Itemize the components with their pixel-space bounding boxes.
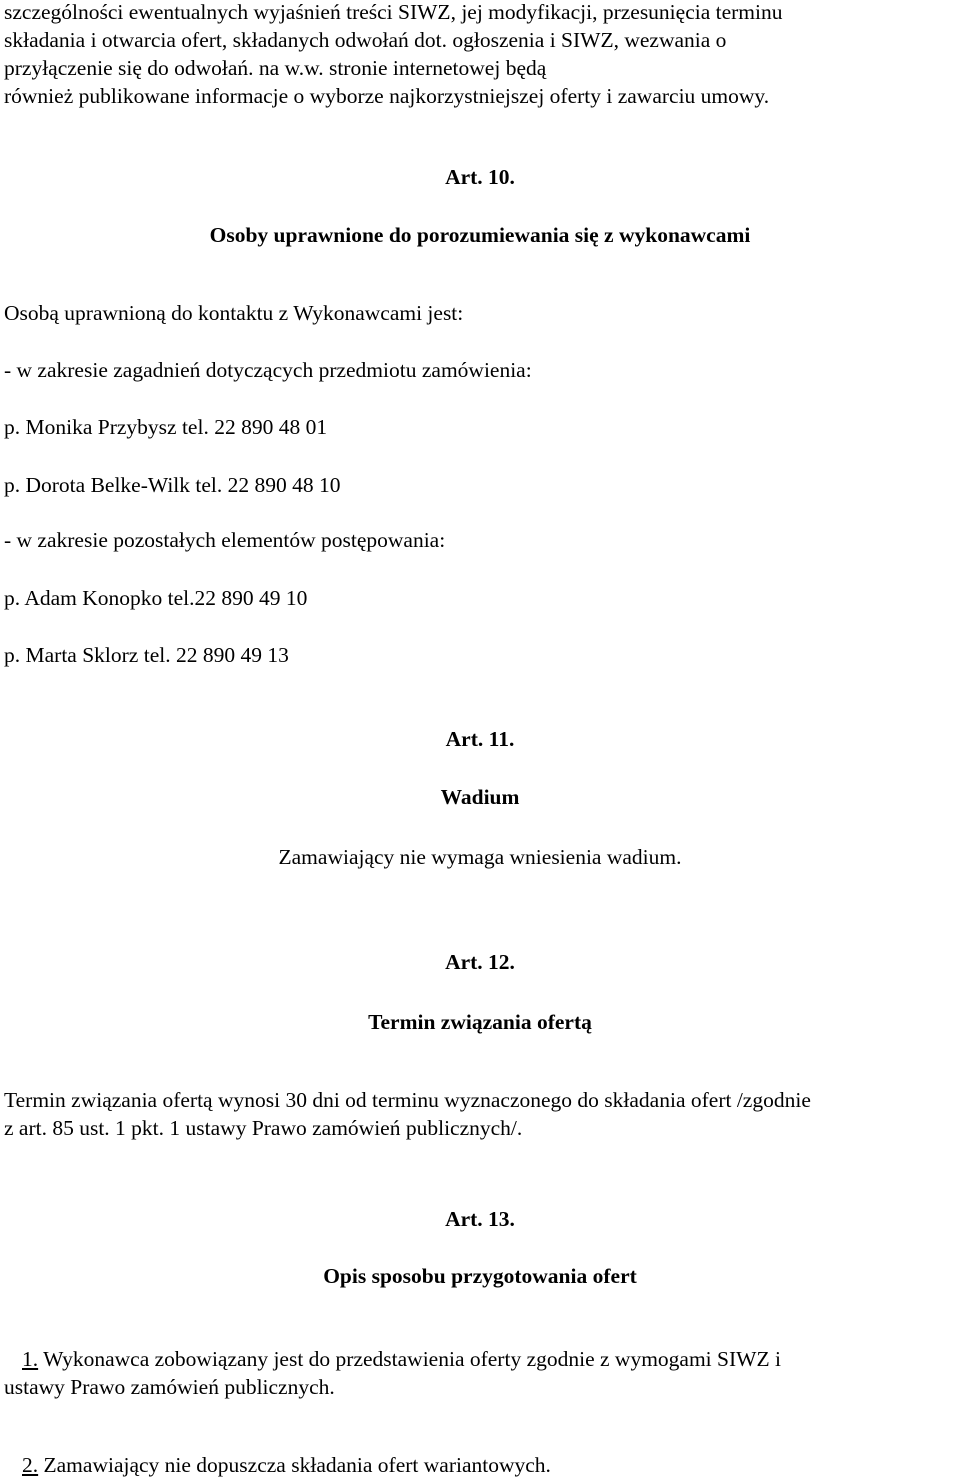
art11-title: Wadium [440, 785, 520, 809]
art12-text-line-1: Termin związania ofertą wynosi 30 dni od terminu wyznaczonego do składania ofert /zgodnie [4, 1088, 811, 1112]
intro-line-2: składania i otwarcia ofert, składanych odwołań dot. ogłoszenia i SIWZ, wezwania o [4, 28, 727, 52]
art13-item-2 [4, 1451, 551, 1479]
art13-item-1-text: Wykonawca zobowiązany jest do przedstawienia oferty zgodnie z wymogami SIWZ i [38, 1347, 781, 1371]
art11-number: Art. 11. [445, 727, 515, 751]
intro-line-1: szczególności ewentualnych wyjaśnień treści SIWZ, jej modyfikacji, przesunięcia terminu [4, 0, 783, 24]
art10-contact-konopko: p. Adam Konopko tel.22 890 49 10 [4, 586, 308, 610]
art13-item-2-text: Zamawiający nie dopuszcza składania ofert wariantowych. [38, 1453, 551, 1477]
art13-number: Art. 13. [445, 1207, 515, 1231]
art10-section-other: - w zakresie pozostałych elementów postępowania: [4, 528, 446, 552]
art10-section-subject: - w zakresie zagadnień dotyczących przedmiotu zamówienia: [4, 358, 532, 382]
art12-number: Art. 12. [445, 950, 515, 974]
art10-title: Osoby uprawnione do porozumiewania się z wykonawcami [209, 223, 751, 247]
art13-item-1-number: 1. [22, 1347, 39, 1371]
art12-text-line-2: z art. 85 ust. 1 pkt. 1 ustawy Prawo zamówień publicznych/. [4, 1116, 523, 1140]
art10-contact-sklorz: p. Marta Sklorz tel. 22 890 49 13 [4, 643, 289, 667]
art13-item-2-number: 2. [22, 1453, 39, 1477]
art13-title: Opis sposobu przygotowania ofert [323, 1264, 637, 1288]
art10-number: Art. 10. [445, 165, 515, 189]
art10-contact-belke-wilk: p. Dorota Belke-Wilk tel. 22 890 48 10 [4, 473, 341, 497]
art12-title: Termin związania ofertą [368, 1010, 592, 1034]
art10-contact-przybysz: p. Monika Przybysz tel. 22 890 48 01 [4, 415, 328, 439]
art10-lead: Osobą uprawnioną do kontaktu z Wykonawcami jest: [4, 301, 464, 325]
art13-item-1-continuation: ustawy Prawo zamówień publicznych. [4, 1375, 335, 1399]
intro-line-3: przyłączenie się do odwołań. na w.w. stronie internetowej będą [4, 56, 547, 80]
art13-item-1 [4, 1345, 781, 1373]
intro-line-4: również publikowane informacje o wyborze najkorzystniejszej oferty i zawarciu umowy. [4, 84, 770, 108]
art11-text: Zamawiający nie wymaga wniesienia wadium. [278, 845, 682, 869]
